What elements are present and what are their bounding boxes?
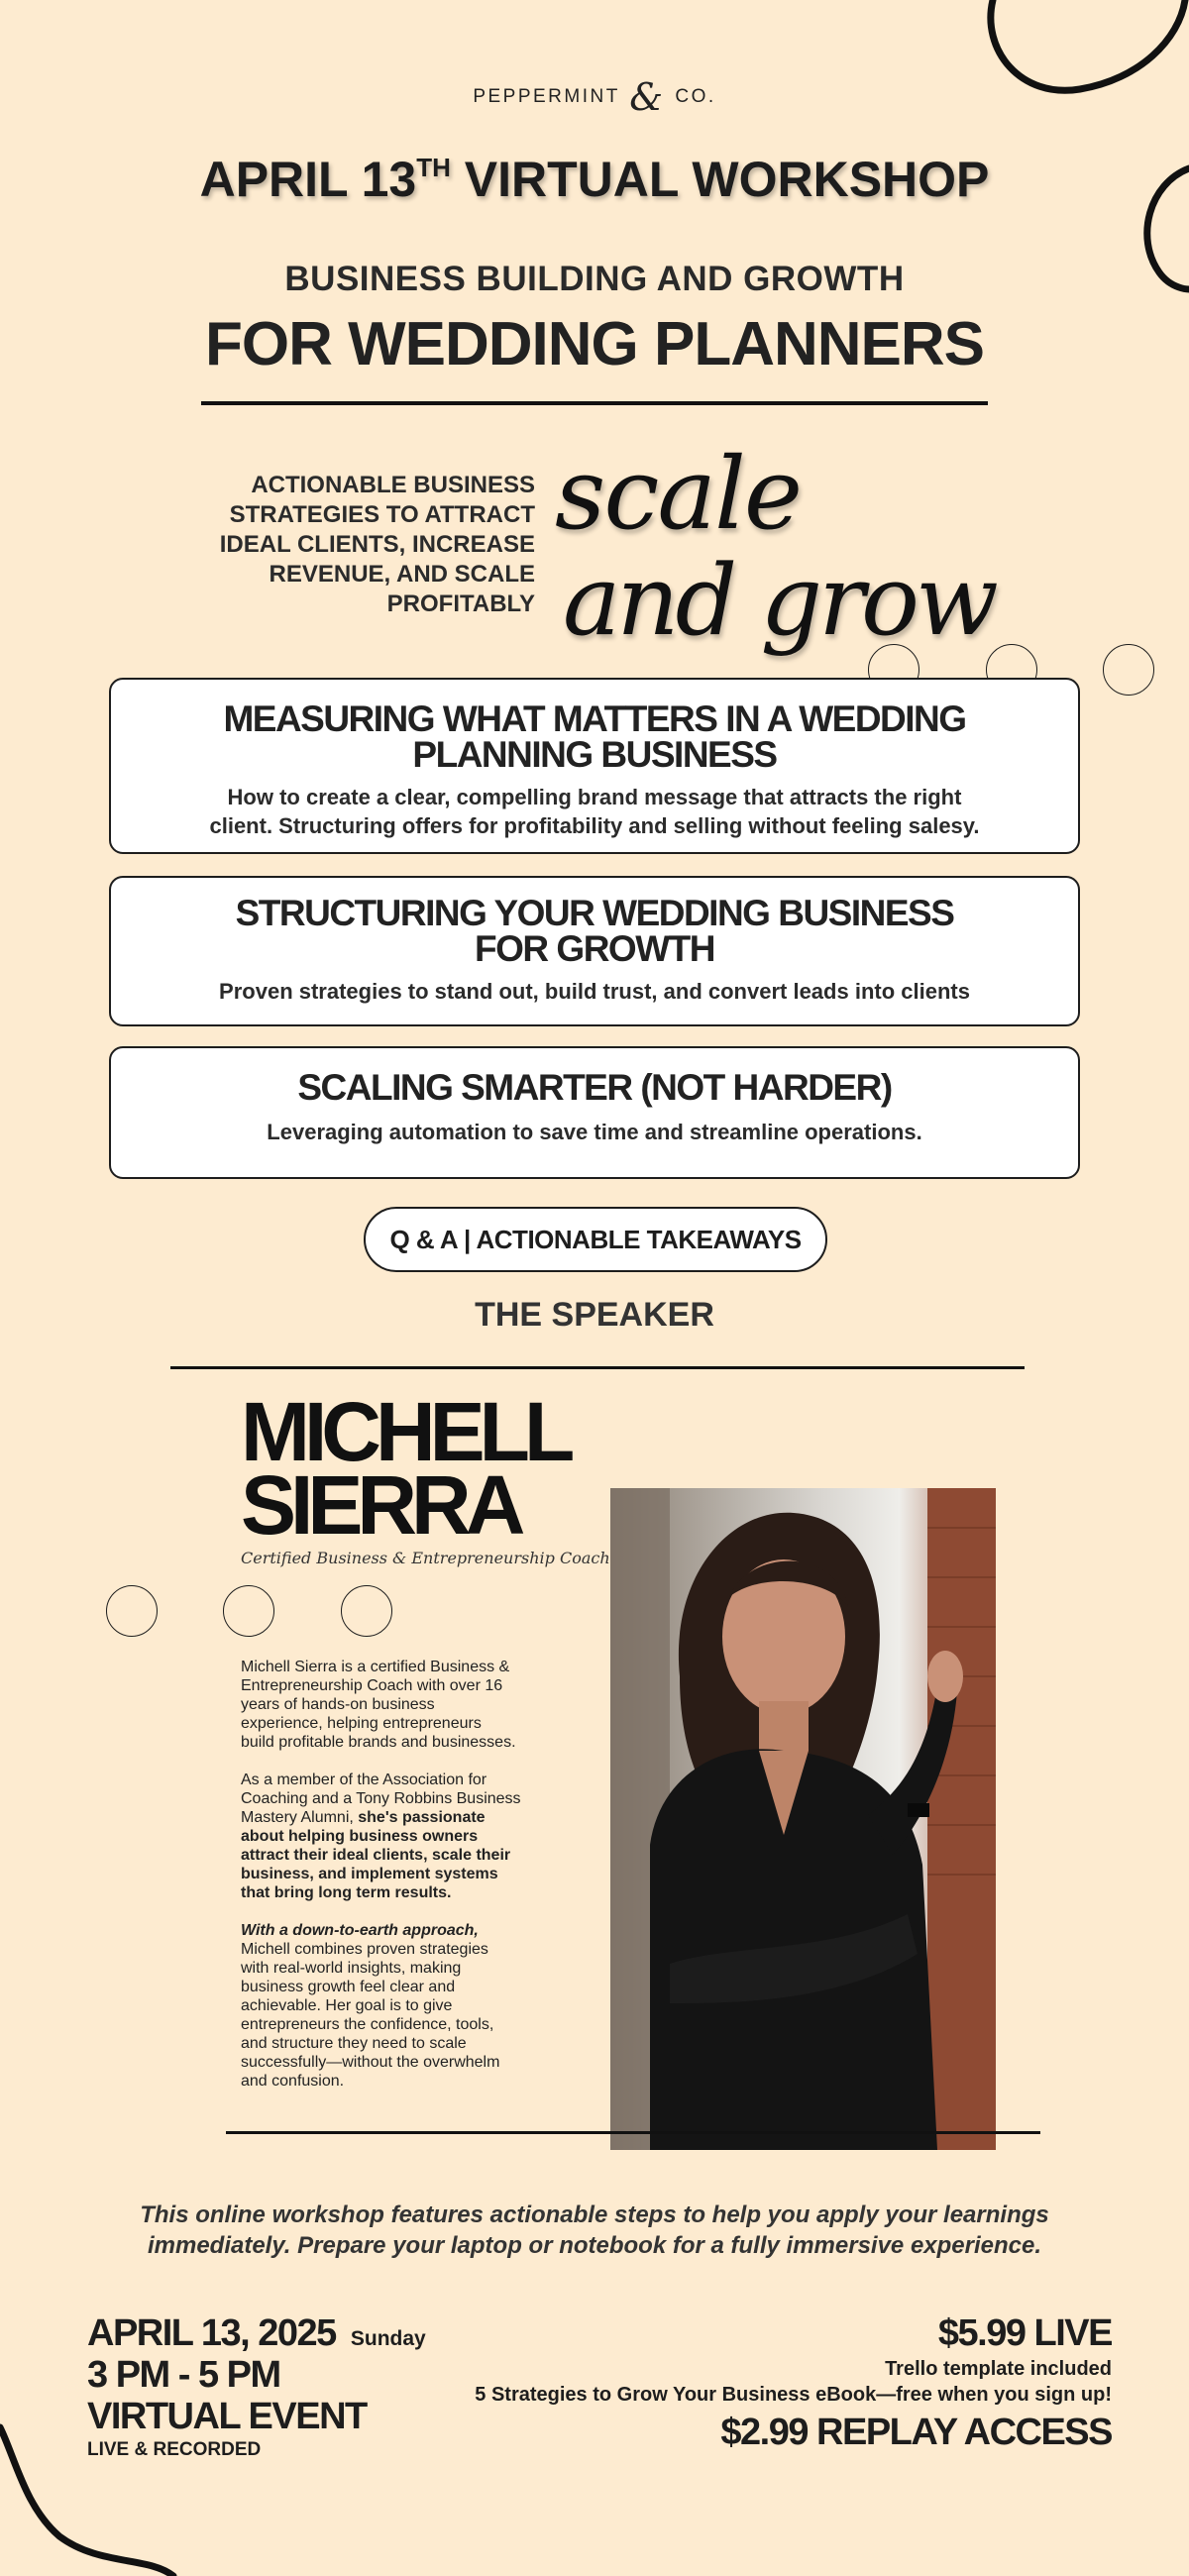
- event-time: 3 PM - 5 PM: [87, 2354, 280, 2396]
- lead-text: [196, 471, 535, 619]
- event-day: Sunday: [350, 2327, 426, 2350]
- speaker-credential: Certified Business & Entrepreneurship Coach: [241, 1549, 610, 1567]
- session-title: MEASURING WHAT MATTERS IN A WEDDING PLANNING BUSINESS: [223, 698, 966, 775]
- speaker-photo: [610, 1488, 996, 2150]
- decorative-circle: [1103, 644, 1154, 696]
- event-type: VIRTUAL EVENT: [87, 2396, 367, 2437]
- bonus-trello: Trello template included: [885, 2358, 1112, 2380]
- bonus-ebook: 5 Strategies to Grow Your Business eBook—free when you sign up!: [475, 2384, 1112, 2406]
- qa-takeaways-pill: Q & A | ACTIONABLE TAKEAWAYS: [364, 1207, 827, 1272]
- workshop-note: This online workshop features actionable steps to help you apply your learnings immediately. Prepare your laptop or notebook for a fully immersive experience.: [140, 2201, 1049, 2259]
- session-card-1: [109, 678, 1080, 854]
- session-description: Leveraging automation to save time and streamline operations.: [267, 1120, 922, 1144]
- brand-logo: [0, 75, 1189, 119]
- event-date: [87, 2313, 426, 2359]
- script-and-grow: and grow: [563, 545, 995, 658]
- brand-suffix: CO.: [675, 86, 716, 107]
- speaker-heading: THE SPEAKER: [475, 1296, 714, 1334]
- subtitle: BUSINESS BUILDING AND GROWTH: [284, 260, 905, 298]
- lead-line: REVENUE, AND SCALE: [269, 561, 535, 588]
- speaker-bio: [241, 1658, 590, 2109]
- price-replay: $2.99 REPLAY ACCESS: [720, 2412, 1112, 2453]
- speaker-divider: [170, 1366, 1025, 1369]
- headline-divider: [201, 401, 988, 405]
- price-live: $5.99 LIVE: [937, 2312, 1112, 2354]
- speaker-first-name: MICHELL: [241, 1385, 570, 1478]
- session-title: STRUCTURING YOUR WEDDING BUSINESS FOR GROWTH: [235, 893, 954, 969]
- speaker-name: [241, 1385, 570, 1552]
- lead-line: ACTIONABLE BUSINESS: [251, 472, 535, 498]
- session-description: How to create a clear, compelling brand message that attracts the right client. Structuring offers for profitability and selling without feeling salesy.: [209, 785, 980, 838]
- lead-line: IDEAL CLIENTS, INCREASE: [219, 531, 535, 558]
- decorative-circle: [223, 1585, 274, 1637]
- bio-paragraph-2: As a member of the Association for Coaching and a Tony Robbins Business Mastery Alumni, she's passionate about helping business owners attract their ideal clients, scale their business, and implement systems that bring long term results.: [241, 1771, 521, 1901]
- lead-line: PROFITABLY: [386, 590, 535, 617]
- speaker-bottom-divider: [226, 2131, 1040, 2134]
- event-format: LIVE & RECORDED: [87, 2439, 262, 2460]
- bio-paragraph-1: Michell Sierra is a certified Business & Entrepreneurship Coach with over 16 years of hands-on business experience, helping entrepreneurs build profitable brands and businesses.: [241, 1659, 516, 1751]
- speaker-last-name: SIERRA: [241, 1458, 520, 1552]
- decorative-circle: [106, 1585, 158, 1637]
- script-scale: scale: [555, 436, 802, 552]
- brand-ampersand: &: [629, 75, 666, 119]
- headline: FOR WEDDING PLANNERS: [205, 310, 984, 378]
- title-ordinal: TH: [416, 153, 451, 182]
- decorative-circle: [341, 1585, 392, 1637]
- page-title: [0, 151, 1189, 208]
- session-description: Proven strategies to stand out, build trust, and convert leads into clients: [219, 979, 970, 1004]
- title-date: APRIL 13: [199, 152, 417, 207]
- session-title: SCALING SMARTER (NOT HARDER): [297, 1067, 892, 1108]
- session-card-2: [109, 876, 1080, 1026]
- event-date-text: APRIL 13, 2025: [87, 2312, 336, 2354]
- brand-name: PEPPERMINT: [473, 86, 620, 107]
- title-rest: VIRTUAL WORKSHOP: [450, 152, 990, 207]
- lead-line: STRATEGIES TO ATTRACT: [229, 501, 535, 528]
- session-card-3: [109, 1046, 1080, 1179]
- bio-paragraph-3: With a down-to-earth approach, Michell combines proven strategies with real-world insights, making business growth feel clear and achievable. Her goal is to give entrepreneurs the confidence, tools, and structure they need to scale successfully—without the overwhelm and confusion.: [241, 1922, 500, 2090]
